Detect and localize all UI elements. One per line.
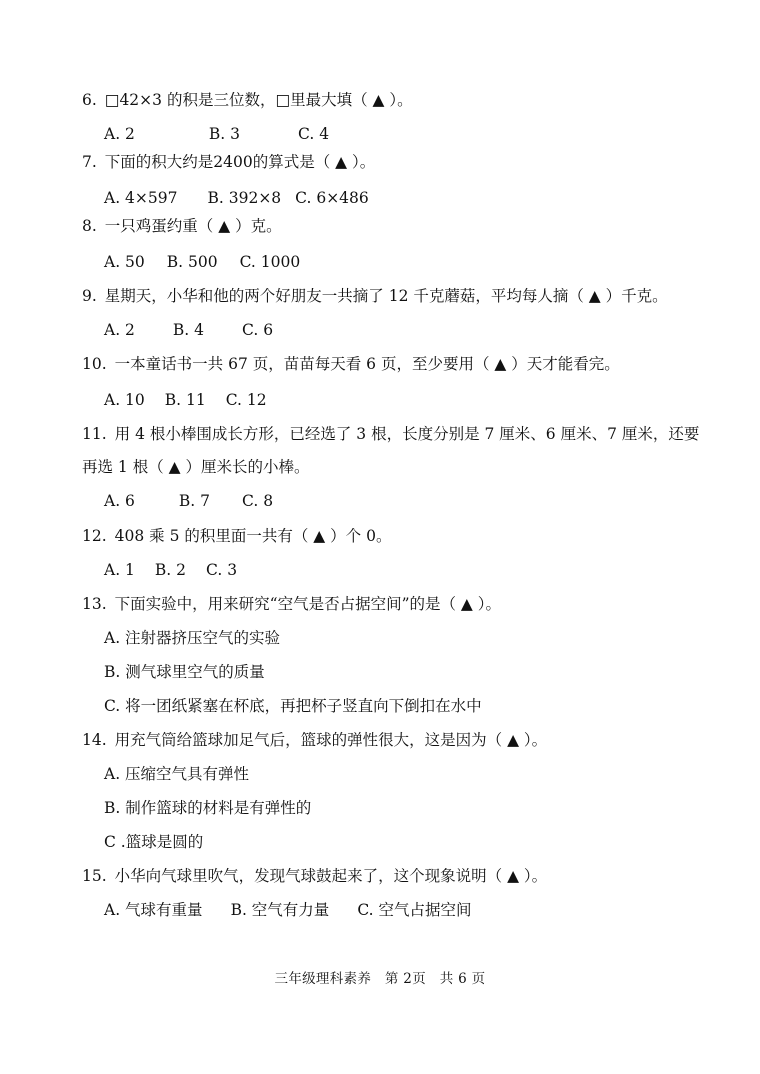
option-a: A. 1 [104, 561, 135, 579]
question-10 [82, 354, 620, 374]
option-14b [104, 798, 311, 818]
option-a: A. 压缩空气具有弹性 [104, 765, 250, 783]
options-10 [104, 390, 267, 410]
question-11-continued [82, 457, 310, 477]
question-7 [82, 152, 375, 172]
option-a: A. 10 [104, 391, 145, 409]
option-b: B. 392×8 [207, 189, 282, 207]
option-b: B. 测气球里空气的质量 [104, 663, 265, 681]
options-6 [104, 124, 329, 144]
option-c: C. 空气占据空间 [357, 901, 472, 919]
question-text: 408 乘 5 的积里面一共有（ ▲ ）个 0。 [114, 527, 392, 545]
option-c: C. 1000 [239, 253, 301, 271]
option-14c [104, 832, 203, 852]
option-c: C. 4 [298, 125, 330, 143]
question-6 [82, 90, 413, 110]
options-12 [104, 560, 237, 580]
option-c: C. 6 [242, 321, 274, 339]
question-text: 小华向气球里吹气，发现气球鼓起来了，这个现象说明（ ▲ ）。 [114, 867, 548, 885]
question-8 [82, 216, 282, 236]
question-number: 8. [82, 217, 97, 235]
question-text-continued: 再选 1 根（ ▲ ）厘米长的小棒。 [82, 458, 310, 476]
option-a: A. 2 [104, 321, 135, 339]
option-b: B. 制作篮球的材料是有弹性的 [104, 799, 312, 817]
options-9 [104, 320, 273, 340]
option-14a [104, 764, 249, 784]
option-c: C. 12 [225, 391, 267, 409]
question-text: 用 4 根小棒围成长方形，已经选了 3 根，长度分别是 7 厘米、6 厘米、7 厘米，还要 [114, 425, 700, 443]
question-number: 10. [82, 355, 107, 373]
question-11 [82, 424, 699, 444]
option-a: A. 注射器挤压空气的实验 [104, 629, 281, 647]
option-c: C .篮球是圆的 [104, 833, 204, 851]
options-15 [104, 900, 471, 920]
option-b: B. 空气有力量 [230, 901, 330, 919]
option-b: B. 3 [208, 125, 241, 143]
options-7 [104, 188, 369, 208]
question-number: 12. [82, 527, 107, 545]
page-footer: 三年级理科素养 第 2页 共 6 页 [274, 971, 486, 987]
option-a: A. 气球有重量 [104, 901, 203, 919]
option-b: B. 500 [166, 253, 218, 271]
options-8 [104, 252, 300, 272]
question-number: 11. [82, 425, 107, 443]
question-13 [82, 594, 501, 614]
question-text: □42×3 的积是三位数，□里最大填（ ▲ ）。 [104, 91, 413, 109]
option-c: C. 将一团纸紧塞在杯底，再把杯子竖直向下倒扣在水中 [104, 697, 482, 715]
option-a: A. 2 [104, 125, 135, 143]
question-text: 一只鸡蛋约重（ ▲ ）克。 [104, 217, 282, 235]
question-text: 下面实验中，用来研究“空气是否占据空间”的是（ ▲ ）。 [114, 595, 502, 613]
question-number: 6. [82, 91, 97, 109]
question-text: 下面的积大约是2400的算式是（ ▲ ）。 [104, 153, 376, 171]
options-11 [104, 491, 273, 511]
option-c: C. 6×486 [295, 189, 369, 207]
option-13a [104, 628, 280, 648]
question-number: 14. [82, 731, 107, 749]
option-a: A. 6 [104, 492, 135, 510]
option-b: B. 11 [164, 391, 206, 409]
question-15 [82, 866, 547, 886]
option-b: B. 7 [178, 492, 211, 510]
question-number: 7. [82, 153, 97, 171]
question-number: 9. [82, 287, 97, 305]
question-text: 用充气筒给篮球加足气后，篮球的弹性很大，这是因为（ ▲ ）。 [114, 731, 548, 749]
option-13b [104, 662, 265, 682]
option-a: A. 4×597 [104, 189, 178, 207]
question-9 [82, 286, 668, 306]
question-text: 一本童话书一共 67 页，苗苗每天看 6 页，至少要用（ ▲ ）天才能看完。 [114, 355, 620, 373]
question-12 [82, 526, 391, 546]
question-number: 13. [82, 595, 107, 613]
option-b: B. 2 [154, 561, 187, 579]
option-13c [104, 696, 482, 716]
question-number: 15. [82, 867, 107, 885]
option-a: A. 50 [104, 253, 145, 271]
option-b: B. 4 [172, 321, 205, 339]
option-c: C. 3 [206, 561, 238, 579]
question-14 [82, 730, 547, 750]
question-text: 星期天，小华和他的两个好朋友一共摘了 12 千克蘑菇，平均每人摘（ ▲ ）千克。 [104, 287, 668, 305]
option-c: C. 8 [242, 492, 274, 510]
